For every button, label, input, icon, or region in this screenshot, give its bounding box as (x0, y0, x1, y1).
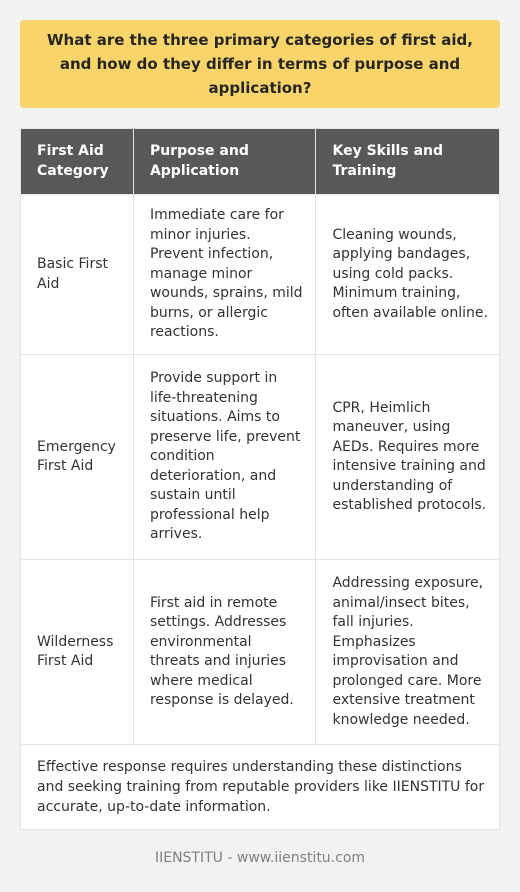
cell-skills: Addressing exposure, animal/insect bites, fall injuries. Emphasizes improvisation and prolonged care. More extensive treatment knowledge needed. (316, 560, 500, 745)
table-row (21, 195, 500, 355)
cell-skills: Cleaning wounds, applying bandages, using cold packs. Minimum training, often available online. (316, 195, 500, 355)
cell-category: Emergency First Aid (21, 355, 134, 560)
cell-skills: CPR, Heimlich maneuver, using AEDs. Requires more intensive training and understanding of established protocols. (316, 355, 500, 560)
cell-purpose: Immediate care for minor injuries. Prevent infection, manage minor wounds, sprains, mild burns, or allergic reactions. (133, 195, 316, 355)
source-credit: IIENSTITU - www.iienstitu.com (154, 850, 366, 866)
table-row (21, 355, 500, 560)
title-banner (20, 20, 500, 108)
header-purpose: Purpose and Application (133, 129, 316, 195)
page-title: What are the three primary categories of first aid, and how do they differ in terms of purpose and application? (47, 31, 473, 97)
cell-category: Wilderness First Aid (21, 560, 134, 745)
cell-category: Basic First Aid (21, 195, 134, 355)
cell-purpose: First aid in remote settings. Addresses environmental threats and injuries where medical response is delayed. (133, 560, 316, 745)
header-skills: Key Skills and Training (316, 129, 500, 195)
first-aid-table (20, 128, 500, 745)
header-category: First Aid Category (21, 129, 134, 195)
summary-note-text: Effective response requires understanding these distinctions and seeking training from reputable providers like IIENSTITU for accurate, up-to-date information. (37, 759, 485, 815)
summary-note (20, 744, 500, 830)
table-header-row (21, 129, 500, 195)
cell-purpose: Provide support in life-threatening situations. Aims to preserve life, prevent condition deterioration, and sustain until professional help arrives. (133, 355, 316, 560)
table-row (21, 560, 500, 745)
